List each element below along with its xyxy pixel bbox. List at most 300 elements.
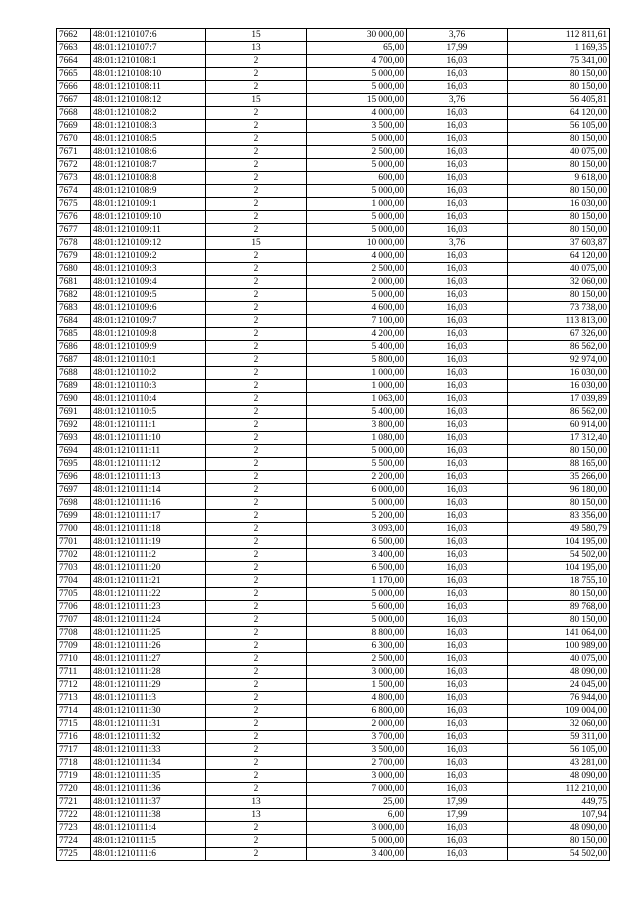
- rate-value-cell: 17,99: [407, 796, 508, 809]
- rate-value-cell: 3,76: [407, 237, 508, 250]
- cadastral-number-cell: 48:01:1210109:12: [91, 237, 206, 250]
- cadastral-number-cell: 48:01:1210111:16: [91, 497, 206, 510]
- rate-value-cell: 16,03: [407, 81, 508, 94]
- type-code-cell: 2: [206, 120, 307, 133]
- rate-value-cell: 16,03: [407, 705, 508, 718]
- row-number-cell: 7717: [57, 744, 91, 757]
- type-code-cell: 2: [206, 419, 307, 432]
- area-value-cell: 2 500,00: [307, 653, 407, 666]
- type-code-cell: 2: [206, 328, 307, 341]
- type-code-cell: 2: [206, 510, 307, 523]
- cadastral-value-cell: 80 150,00: [508, 133, 610, 146]
- cadastral-number-cell: 48:01:1210111:30: [91, 705, 206, 718]
- type-code-cell: 2: [206, 783, 307, 796]
- row-number-cell: 7688: [57, 367, 91, 380]
- type-code-cell: 2: [206, 250, 307, 263]
- rate-value-cell: 16,03: [407, 575, 508, 588]
- table-row: [57, 211, 610, 224]
- area-value-cell: 3 800,00: [307, 419, 407, 432]
- table-row: [57, 653, 610, 666]
- rate-value-cell: 16,03: [407, 120, 508, 133]
- type-code-cell: 2: [206, 367, 307, 380]
- cadastral-value-cell: 89 768,00: [508, 601, 610, 614]
- row-number-cell: 7724: [57, 835, 91, 848]
- type-code-cell: 2: [206, 835, 307, 848]
- cadastral-value-cell: 80 150,00: [508, 835, 610, 848]
- cadastral-number-cell: 48:01:1210108:11: [91, 81, 206, 94]
- cadastral-number-cell: 48:01:1210109:4: [91, 276, 206, 289]
- type-code-cell: 2: [206, 666, 307, 679]
- type-code-cell: 2: [206, 588, 307, 601]
- rate-value-cell: 16,03: [407, 783, 508, 796]
- rate-value-cell: 16,03: [407, 315, 508, 328]
- area-value-cell: 5 400,00: [307, 406, 407, 419]
- rate-value-cell: 16,03: [407, 159, 508, 172]
- table-row: [57, 484, 610, 497]
- table-row: [57, 809, 610, 822]
- cadastral-value-cell: 16 030,00: [508, 198, 610, 211]
- cadastral-number-cell: 48:01:1210111:32: [91, 731, 206, 744]
- cadastral-number-cell: 48:01:1210108:7: [91, 159, 206, 172]
- table-row: [57, 237, 610, 250]
- table-row: [57, 536, 610, 549]
- rate-value-cell: 3,76: [407, 94, 508, 107]
- area-value-cell: 4 200,00: [307, 328, 407, 341]
- row-number-cell: 7678: [57, 237, 91, 250]
- area-value-cell: 30 000,00: [307, 29, 407, 42]
- cadastral-number-cell: 48:01:1210111:12: [91, 458, 206, 471]
- row-number-cell: 7700: [57, 523, 91, 536]
- cadastral-value-cell: 104 195,00: [508, 562, 610, 575]
- table-row: [57, 302, 610, 315]
- rate-value-cell: 16,03: [407, 458, 508, 471]
- rate-value-cell: 16,03: [407, 302, 508, 315]
- row-number-cell: 7707: [57, 614, 91, 627]
- rate-value-cell: 16,03: [407, 471, 508, 484]
- area-value-cell: 7 000,00: [307, 783, 407, 796]
- table-row: [57, 692, 610, 705]
- area-value-cell: 5 400,00: [307, 341, 407, 354]
- cadastral-value-cell: 73 738,00: [508, 302, 610, 315]
- area-value-cell: 4 000,00: [307, 250, 407, 263]
- cadastral-number-cell: 48:01:1210108:2: [91, 107, 206, 120]
- cadastral-value-cell: 112 210,00: [508, 783, 610, 796]
- rate-value-cell: 17,99: [407, 809, 508, 822]
- area-value-cell: 3 700,00: [307, 731, 407, 744]
- row-number-cell: 7697: [57, 484, 91, 497]
- type-code-cell: 2: [206, 159, 307, 172]
- cadastral-value-cell: 80 150,00: [508, 497, 610, 510]
- type-code-cell: 2: [206, 146, 307, 159]
- rate-value-cell: 16,03: [407, 497, 508, 510]
- cadastral-value-cell: 80 150,00: [508, 224, 610, 237]
- cadastral-number-cell: 48:01:1210108:5: [91, 133, 206, 146]
- cadastral-number-cell: 48:01:1210109:3: [91, 263, 206, 276]
- row-number-cell: 7674: [57, 185, 91, 198]
- row-number-cell: 7689: [57, 380, 91, 393]
- row-number-cell: 7681: [57, 276, 91, 289]
- cadastral-number-cell: 48:01:1210111:4: [91, 822, 206, 835]
- row-number-cell: 7721: [57, 796, 91, 809]
- row-number-cell: 7701: [57, 536, 91, 549]
- row-number-cell: 7670: [57, 133, 91, 146]
- rate-value-cell: 16,03: [407, 146, 508, 159]
- row-number-cell: 7680: [57, 263, 91, 276]
- table-row: [57, 770, 610, 783]
- type-code-cell: 2: [206, 536, 307, 549]
- area-value-cell: 3 500,00: [307, 120, 407, 133]
- cadastral-number-cell: 48:01:1210110:1: [91, 354, 206, 367]
- cadastral-number-cell: 48:01:1210111:11: [91, 445, 206, 458]
- area-value-cell: 2 500,00: [307, 263, 407, 276]
- rate-value-cell: 16,03: [407, 718, 508, 731]
- cadastral-value-cell: 76 944,00: [508, 692, 610, 705]
- area-value-cell: 2 000,00: [307, 718, 407, 731]
- area-value-cell: 10 000,00: [307, 237, 407, 250]
- cadastral-value-cell: 80 150,00: [508, 185, 610, 198]
- area-value-cell: 5 200,00: [307, 510, 407, 523]
- cadastral-value-cell: 60 914,00: [508, 419, 610, 432]
- cadastral-number-cell: 48:01:1210108:10: [91, 68, 206, 81]
- area-value-cell: 4 800,00: [307, 692, 407, 705]
- cadastral-value-cell: 37 603,87: [508, 237, 610, 250]
- table-row: [57, 81, 610, 94]
- row-number-cell: 7715: [57, 718, 91, 731]
- area-value-cell: 1 000,00: [307, 198, 407, 211]
- cadastral-value-cell: 40 075,00: [508, 653, 610, 666]
- cadastral-value-cell: 40 075,00: [508, 146, 610, 159]
- cadastral-number-cell: 48:01:1210108:12: [91, 94, 206, 107]
- table-row: [57, 549, 610, 562]
- table-row: [57, 341, 610, 354]
- type-code-cell: 2: [206, 315, 307, 328]
- type-code-cell: 2: [206, 211, 307, 224]
- table-row: [57, 55, 610, 68]
- type-code-cell: 2: [206, 393, 307, 406]
- type-code-cell: 2: [206, 224, 307, 237]
- row-number-cell: 7679: [57, 250, 91, 263]
- area-value-cell: 6 500,00: [307, 536, 407, 549]
- row-number-cell: 7716: [57, 731, 91, 744]
- table-row: [57, 224, 610, 237]
- table-row: [57, 393, 610, 406]
- cadastral-value-cell: 80 150,00: [508, 445, 610, 458]
- cadastral-number-cell: 48:01:1210110:2: [91, 367, 206, 380]
- type-code-cell: 2: [206, 81, 307, 94]
- table-row: [57, 510, 610, 523]
- row-number-cell: 7711: [57, 666, 91, 679]
- cadastral-value-cell: 35 266,00: [508, 471, 610, 484]
- rate-value-cell: 16,03: [407, 380, 508, 393]
- row-number-cell: 7693: [57, 432, 91, 445]
- cadastral-number-cell: 48:01:1210110:3: [91, 380, 206, 393]
- cadastral-value-cell: 86 562,00: [508, 406, 610, 419]
- cadastral-value-cell: 80 150,00: [508, 588, 610, 601]
- cadastral-value-cell: 67 326,00: [508, 328, 610, 341]
- cadastral-number-cell: 48:01:1210111:14: [91, 484, 206, 497]
- cadastral-value-cell: 80 150,00: [508, 81, 610, 94]
- area-value-cell: 3 500,00: [307, 744, 407, 757]
- type-code-cell: 2: [206, 653, 307, 666]
- cadastral-number-cell: 48:01:1210111:23: [91, 601, 206, 614]
- row-number-cell: 7696: [57, 471, 91, 484]
- row-number-cell: 7676: [57, 211, 91, 224]
- type-code-cell: 15: [206, 237, 307, 250]
- cadastral-value-cell: 92 974,00: [508, 354, 610, 367]
- table-row: [57, 718, 610, 731]
- type-code-cell: 2: [206, 497, 307, 510]
- rate-value-cell: 16,03: [407, 250, 508, 263]
- row-number-cell: 7672: [57, 159, 91, 172]
- type-code-cell: 2: [206, 627, 307, 640]
- area-value-cell: 2 200,00: [307, 471, 407, 484]
- area-value-cell: 5 000,00: [307, 133, 407, 146]
- row-number-cell: 7665: [57, 68, 91, 81]
- rate-value-cell: 16,03: [407, 640, 508, 653]
- table-row: [57, 94, 610, 107]
- area-value-cell: 5 000,00: [307, 224, 407, 237]
- cadastral-value-cell: 109 004,00: [508, 705, 610, 718]
- type-code-cell: 2: [206, 354, 307, 367]
- cadastral-number-cell: 48:01:1210109:6: [91, 302, 206, 315]
- area-value-cell: 2 700,00: [307, 757, 407, 770]
- type-code-cell: 2: [206, 614, 307, 627]
- row-number-cell: 7669: [57, 120, 91, 133]
- row-number-cell: 7698: [57, 497, 91, 510]
- table-row: [57, 263, 610, 276]
- table-row: [57, 198, 610, 211]
- cadastral-value-cell: 80 150,00: [508, 289, 610, 302]
- type-code-cell: 2: [206, 679, 307, 692]
- cadastral-number-cell: 48:01:1210110:4: [91, 393, 206, 406]
- area-value-cell: 3 000,00: [307, 822, 407, 835]
- cadastral-number-cell: 48:01:1210111:6: [91, 848, 206, 861]
- rate-value-cell: 16,03: [407, 757, 508, 770]
- cadastral-value-cell: 88 165,00: [508, 458, 610, 471]
- area-value-cell: 6,00: [307, 809, 407, 822]
- rate-value-cell: 16,03: [407, 484, 508, 497]
- row-number-cell: 7723: [57, 822, 91, 835]
- table-row: [57, 640, 610, 653]
- type-code-cell: 2: [206, 549, 307, 562]
- rate-value-cell: 16,03: [407, 172, 508, 185]
- cadastral-number-cell: 48:01:1210111:29: [91, 679, 206, 692]
- row-number-cell: 7668: [57, 107, 91, 120]
- rate-value-cell: 16,03: [407, 744, 508, 757]
- table-row: [57, 354, 610, 367]
- table-row: [57, 172, 610, 185]
- rate-value-cell: 16,03: [407, 601, 508, 614]
- table-row: [57, 328, 610, 341]
- cadastral-value-cell: 104 195,00: [508, 536, 610, 549]
- cadastral-number-cell: 48:01:1210111:38: [91, 809, 206, 822]
- table-row: [57, 757, 610, 770]
- cadastral-value-cell: 56 105,00: [508, 120, 610, 133]
- table-row: [57, 835, 610, 848]
- row-number-cell: 7713: [57, 692, 91, 705]
- row-number-cell: 7722: [57, 809, 91, 822]
- cadastral-number-cell: 48:01:1210111:21: [91, 575, 206, 588]
- rate-value-cell: 16,03: [407, 107, 508, 120]
- row-number-cell: 7666: [57, 81, 91, 94]
- area-value-cell: 5 000,00: [307, 289, 407, 302]
- row-number-cell: 7725: [57, 848, 91, 861]
- cadastral-number-cell: 48:01:1210109:10: [91, 211, 206, 224]
- type-code-cell: 2: [206, 198, 307, 211]
- area-value-cell: 5 000,00: [307, 588, 407, 601]
- area-value-cell: 15 000,00: [307, 94, 407, 107]
- cadastral-number-cell: 48:01:1210111:28: [91, 666, 206, 679]
- cadastral-number-cell: 48:01:1210111:22: [91, 588, 206, 601]
- area-value-cell: 5 000,00: [307, 81, 407, 94]
- cadastral-number-cell: 48:01:1210111:1: [91, 419, 206, 432]
- area-value-cell: 3 000,00: [307, 770, 407, 783]
- table-body: [57, 29, 610, 861]
- type-code-cell: 2: [206, 406, 307, 419]
- table-row: [57, 497, 610, 510]
- cadastral-number-cell: 48:01:1210111:34: [91, 757, 206, 770]
- table-row: [57, 471, 610, 484]
- row-number-cell: 7683: [57, 302, 91, 315]
- cadastral-value-cell: 17 039,89: [508, 393, 610, 406]
- cadastral-number-cell: 48:01:1210111:26: [91, 640, 206, 653]
- type-code-cell: 2: [206, 601, 307, 614]
- type-code-cell: 2: [206, 731, 307, 744]
- table-row: [57, 380, 610, 393]
- cadastral-value-cell: 64 120,00: [508, 107, 610, 120]
- table-row: [57, 666, 610, 679]
- area-value-cell: 5 800,00: [307, 354, 407, 367]
- table-row: [57, 445, 610, 458]
- rate-value-cell: 17,99: [407, 42, 508, 55]
- type-code-cell: 2: [206, 718, 307, 731]
- row-number-cell: 7677: [57, 224, 91, 237]
- table-row: [57, 185, 610, 198]
- table-row: [57, 458, 610, 471]
- area-value-cell: 3 093,00: [307, 523, 407, 536]
- table-row: [57, 419, 610, 432]
- cadastral-value-cell: 113 813,00: [508, 315, 610, 328]
- type-code-cell: 2: [206, 276, 307, 289]
- area-value-cell: 600,00: [307, 172, 407, 185]
- row-number-cell: 7712: [57, 679, 91, 692]
- table-row: [57, 614, 610, 627]
- cadastral-value-table: [56, 28, 610, 861]
- rate-value-cell: 16,03: [407, 822, 508, 835]
- type-code-cell: 2: [206, 445, 307, 458]
- area-value-cell: 1 000,00: [307, 380, 407, 393]
- area-value-cell: 1 080,00: [307, 432, 407, 445]
- table-row: [57, 29, 610, 42]
- table-row: [57, 588, 610, 601]
- table-row: [57, 250, 610, 263]
- area-value-cell: 6 000,00: [307, 484, 407, 497]
- type-code-cell: 2: [206, 133, 307, 146]
- rate-value-cell: 16,03: [407, 523, 508, 536]
- cadastral-number-cell: 48:01:1210111:5: [91, 835, 206, 848]
- cadastral-value-cell: 80 150,00: [508, 159, 610, 172]
- cadastral-value-cell: 59 311,00: [508, 731, 610, 744]
- rate-value-cell: 16,03: [407, 406, 508, 419]
- table-row: [57, 744, 610, 757]
- cadastral-number-cell: 48:01:1210109:5: [91, 289, 206, 302]
- type-code-cell: 2: [206, 107, 307, 120]
- cadastral-number-cell: 48:01:1210111:3: [91, 692, 206, 705]
- row-number-cell: 7691: [57, 406, 91, 419]
- cadastral-value-cell: 96 180,00: [508, 484, 610, 497]
- rate-value-cell: 16,03: [407, 614, 508, 627]
- cadastral-number-cell: 48:01:1210108:8: [91, 172, 206, 185]
- cadastral-number-cell: 48:01:1210111:25: [91, 627, 206, 640]
- cadastral-value-cell: 56 105,00: [508, 744, 610, 757]
- cadastral-value-cell: 43 281,00: [508, 757, 610, 770]
- cadastral-number-cell: 48:01:1210107:7: [91, 42, 206, 55]
- type-code-cell: 2: [206, 68, 307, 81]
- type-code-cell: 2: [206, 172, 307, 185]
- rate-value-cell: 16,03: [407, 692, 508, 705]
- row-number-cell: 7706: [57, 601, 91, 614]
- cadastral-number-cell: 48:01:1210111:31: [91, 718, 206, 731]
- row-number-cell: 7685: [57, 328, 91, 341]
- area-value-cell: 5 600,00: [307, 601, 407, 614]
- cadastral-number-cell: 48:01:1210108:3: [91, 120, 206, 133]
- rate-value-cell: 16,03: [407, 367, 508, 380]
- area-value-cell: 5 500,00: [307, 458, 407, 471]
- cadastral-value-cell: 56 405,81: [508, 94, 610, 107]
- type-code-cell: 2: [206, 848, 307, 861]
- cadastral-value-cell: 32 060,00: [508, 276, 610, 289]
- cadastral-number-cell: 48:01:1210111:17: [91, 510, 206, 523]
- cadastral-value-cell: 141 064,00: [508, 627, 610, 640]
- area-value-cell: 7 100,00: [307, 315, 407, 328]
- area-value-cell: 6 500,00: [307, 562, 407, 575]
- cadastral-number-cell: 48:01:1210111:35: [91, 770, 206, 783]
- cadastral-number-cell: 48:01:1210108:1: [91, 55, 206, 68]
- cadastral-number-cell: 48:01:1210109:11: [91, 224, 206, 237]
- table-row: [57, 276, 610, 289]
- rate-value-cell: 16,03: [407, 55, 508, 68]
- table-row: [57, 679, 610, 692]
- table-row: [57, 575, 610, 588]
- row-number-cell: 7714: [57, 705, 91, 718]
- type-code-cell: 2: [206, 523, 307, 536]
- rate-value-cell: 16,03: [407, 562, 508, 575]
- row-number-cell: 7699: [57, 510, 91, 523]
- cadastral-value-cell: 32 060,00: [508, 718, 610, 731]
- cadastral-number-cell: 48:01:1210111:13: [91, 471, 206, 484]
- cadastral-value-cell: 16 030,00: [508, 367, 610, 380]
- rate-value-cell: 16,03: [407, 679, 508, 692]
- type-code-cell: 2: [206, 380, 307, 393]
- rate-value-cell: 16,03: [407, 536, 508, 549]
- table-row: [57, 42, 610, 55]
- area-value-cell: 4 600,00: [307, 302, 407, 315]
- row-number-cell: 7710: [57, 653, 91, 666]
- cadastral-value-cell: 80 150,00: [508, 211, 610, 224]
- table-row: [57, 627, 610, 640]
- type-code-cell: 2: [206, 432, 307, 445]
- row-number-cell: 7694: [57, 445, 91, 458]
- row-number-cell: 7664: [57, 55, 91, 68]
- area-value-cell: 6 800,00: [307, 705, 407, 718]
- table-row: [57, 731, 610, 744]
- cadastral-value-cell: 54 502,00: [508, 549, 610, 562]
- rate-value-cell: 16,03: [407, 328, 508, 341]
- cadastral-number-cell: 48:01:1210111:24: [91, 614, 206, 627]
- row-number-cell: 7702: [57, 549, 91, 562]
- cadastral-number-cell: 48:01:1210107:6: [91, 29, 206, 42]
- table-row: [57, 68, 610, 81]
